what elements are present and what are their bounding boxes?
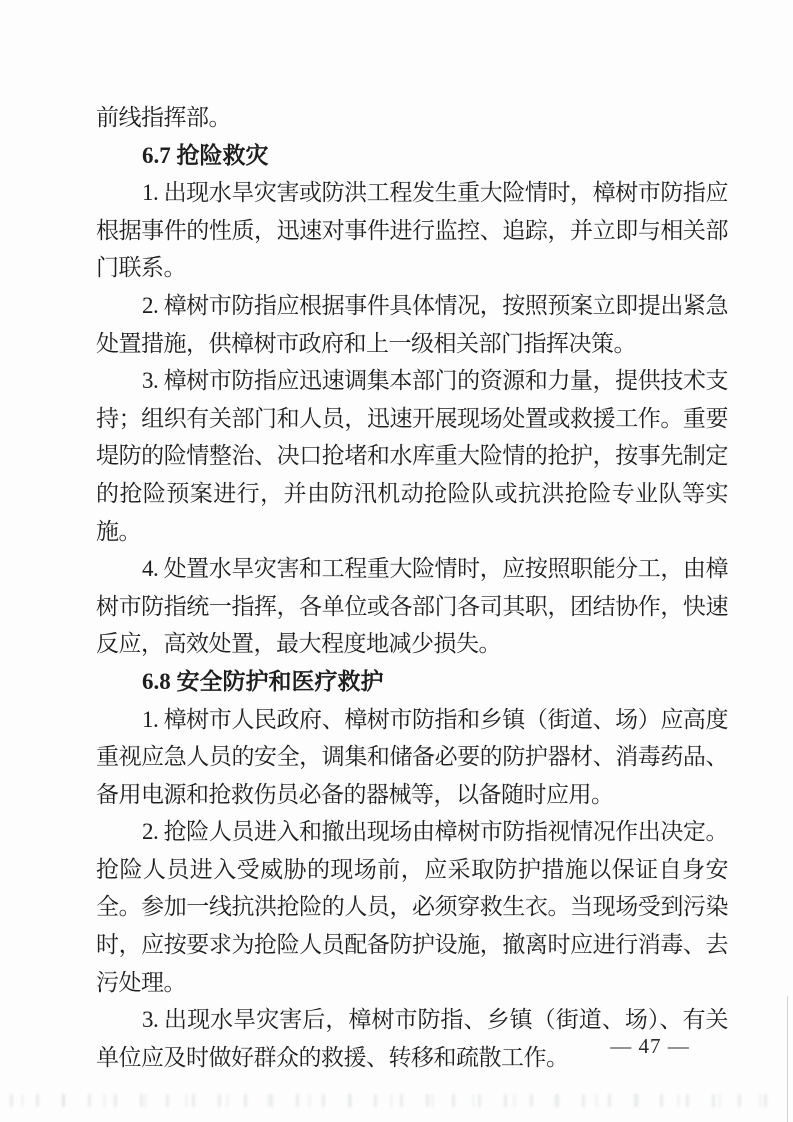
body-paragraph: 1. 樟树市人民政府、樟树市防指和乡镇（街道、场）应高度重视应急人员的安全，调集和储备必要的防护器材、消毒药品、备用电源和抢救伤员必备的器械等，以备随时应用。 (96, 706, 728, 807)
body-paragraph: 2. 樟树市防指应根据事件具体情况，按照预案立即提出紧急处置措施，供樟树市政府和上一级相关部门指挥决策。 (96, 292, 728, 356)
section-heading: 6.7 抢险救灾 (142, 142, 269, 168)
continuation-line: 前线指挥部。 (96, 105, 231, 130)
scan-noise-bottom (10, 1094, 787, 1107)
scan-edge-line (787, 996, 788, 1122)
document-body (96, 99, 728, 1076)
body-paragraph: 4. 处置水旱灾害和工程重大险情时，应按照职能分工，由樟树市防指统一指挥，各单位或各部门各司其职，团结协作，快速反应，高效处置，最大程度地减少损失。 (96, 556, 728, 657)
body-paragraph: 3. 樟树市防指应迅速调集本部门的资源和力量，提供技术支持；组织有关部门和人员，迅速开展现场处置或救援工作。重要堤防的险情整治、决口抢堵和水库重大险情的抢护，按事先制定的抢险预案进行，并由防汛机动抢险队或抗洪抢险专业队等实施。 (96, 368, 728, 544)
section-heading: 6.8 安全防护和医疗救护 (142, 668, 384, 694)
body-paragraph: 2. 抢险人员进入和撤出现场由樟树市防指视情况作出决定。抢险人员进入受威胁的现场前，应采取防护措施以保证自身安全。参加一线抗洪抢险的人员，必须穿救生衣。当现场受到污染时，应按要求为抢险人员配备防护设施，撤离时应进行消毒、去污处理。 (96, 819, 728, 995)
body-paragraph: 1. 出现水旱灾害或防洪工程发生重大险情时，樟树市防指应根据事件的性质，迅速对事件进行监控、追踪，并立即与相关部门联系。 (96, 180, 728, 281)
body-paragraph: 3. 出现水旱灾害后，樟树市防指、乡镇（街道、场）、有关单位应及时做好群众的救援、转移和疏散工作。 (96, 1007, 728, 1070)
page-number: — 47 — (610, 1034, 690, 1058)
